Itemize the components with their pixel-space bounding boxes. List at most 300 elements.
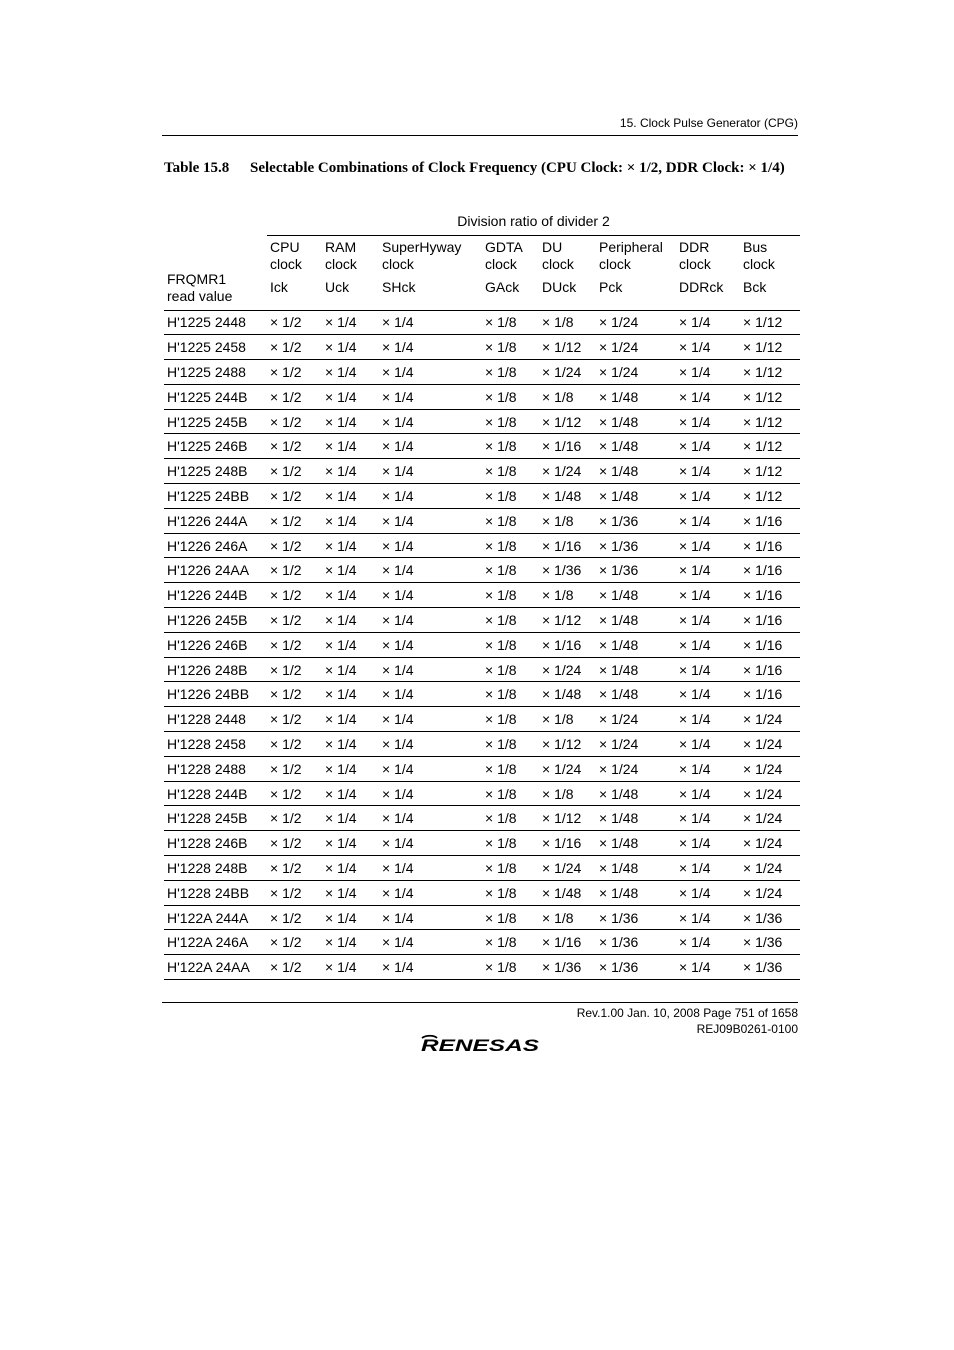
table-row <box>164 384 800 409</box>
ratio-cell: × 1/24 <box>539 459 596 484</box>
column-symbol: Bck <box>743 279 767 295</box>
frqmr1-value-cell: H'1226 244A <box>164 508 267 533</box>
column-name: clock <box>743 256 775 272</box>
ratio-cell: × 1/12 <box>740 360 800 385</box>
ratio-cell: × 1/24 <box>596 732 676 757</box>
ratio-cell: × 1/4 <box>676 955 740 980</box>
ratio-cell: × 1/8 <box>539 583 596 608</box>
ratio-cell: × 1/2 <box>267 484 322 509</box>
ratio-cell: × 1/4 <box>379 459 482 484</box>
ratio-cell: × 1/16 <box>539 632 596 657</box>
column-header <box>740 236 800 311</box>
ratio-cell: × 1/16 <box>539 831 596 856</box>
ratio-cell: × 1/4 <box>322 831 379 856</box>
column-name: clock <box>599 256 631 272</box>
table-row <box>164 682 800 707</box>
ratio-cell: × 1/8 <box>539 384 596 409</box>
ratio-cell: × 1/4 <box>322 484 379 509</box>
ratio-cell: × 1/24 <box>596 310 676 335</box>
table-row <box>164 955 800 980</box>
ratio-cell: × 1/8 <box>482 434 539 459</box>
ratio-cell: × 1/4 <box>676 533 740 558</box>
column-name: clock <box>485 256 517 272</box>
ratio-cell: × 1/2 <box>267 459 322 484</box>
ratio-cell: × 1/4 <box>322 806 379 831</box>
ratio-cell: × 1/4 <box>322 360 379 385</box>
ratio-cell: × 1/24 <box>740 856 800 881</box>
ratio-cell: × 1/4 <box>379 930 482 955</box>
ratio-cell: × 1/48 <box>596 781 676 806</box>
table-row <box>164 310 800 335</box>
ratio-cell: × 1/2 <box>267 608 322 633</box>
ratio-cell: × 1/2 <box>267 856 322 881</box>
table-row <box>164 707 800 732</box>
table-row <box>164 583 800 608</box>
ratio-cell: × 1/16 <box>539 533 596 558</box>
ratio-cell: × 1/4 <box>379 781 482 806</box>
ratio-cell: × 1/12 <box>539 806 596 831</box>
ratio-cell: × 1/8 <box>482 384 539 409</box>
row-header-line-1: FRQMR1 <box>167 270 227 287</box>
ratio-cell: × 1/4 <box>322 682 379 707</box>
ratio-cell: × 1/24 <box>740 831 800 856</box>
ratio-cell: × 1/8 <box>482 707 539 732</box>
ratio-cell: × 1/36 <box>596 533 676 558</box>
table-row <box>164 459 800 484</box>
column-name: Peripheral <box>599 239 663 255</box>
ratio-cell: × 1/4 <box>322 459 379 484</box>
ratio-cell: × 1/4 <box>322 756 379 781</box>
ratio-cell: × 1/8 <box>482 409 539 434</box>
ratio-cell: × 1/48 <box>596 434 676 459</box>
ratio-cell: × 1/4 <box>379 384 482 409</box>
ratio-cell: × 1/4 <box>379 360 482 385</box>
ratio-cell: × 1/8 <box>482 459 539 484</box>
row-header <box>164 236 267 311</box>
ratio-cell: × 1/8 <box>482 632 539 657</box>
frqmr1-value-cell: H'1226 244B <box>164 583 267 608</box>
ratio-cell: × 1/8 <box>482 682 539 707</box>
ratio-cell: × 1/4 <box>676 360 740 385</box>
ratio-cell: × 1/2 <box>267 707 322 732</box>
ratio-cell: × 1/8 <box>482 781 539 806</box>
ratio-cell: × 1/4 <box>379 508 482 533</box>
ratio-cell: × 1/4 <box>676 632 740 657</box>
column-header <box>482 236 539 311</box>
ratio-cell: × 1/4 <box>322 955 379 980</box>
ratio-cell: × 1/4 <box>379 583 482 608</box>
ratio-cell: × 1/8 <box>482 508 539 533</box>
ratio-cell: × 1/24 <box>539 756 596 781</box>
ratio-cell: × 1/2 <box>267 409 322 434</box>
group-header: Division ratio of divider 2 <box>267 207 800 236</box>
ratio-cell: × 1/16 <box>740 558 800 583</box>
ratio-cell: × 1/2 <box>267 632 322 657</box>
ratio-cell: × 1/8 <box>539 508 596 533</box>
frqmr1-value-cell: H'1225 248B <box>164 459 267 484</box>
ratio-cell: × 1/2 <box>267 955 322 980</box>
table-number: Table 15.8 <box>164 160 230 176</box>
column-name: Bus <box>743 239 768 255</box>
ratio-cell: × 1/48 <box>596 806 676 831</box>
frqmr1-value-cell: H'1226 24BB <box>164 682 267 707</box>
ratio-cell: × 1/24 <box>539 657 596 682</box>
table-row <box>164 608 800 633</box>
ratio-cell: × 1/4 <box>676 856 740 881</box>
ratio-cell: × 1/48 <box>596 608 676 633</box>
ratio-cell: × 1/4 <box>322 583 379 608</box>
table-row <box>164 856 800 881</box>
ratio-cell: × 1/8 <box>482 880 539 905</box>
ratio-cell: × 1/36 <box>740 930 800 955</box>
ratio-cell: × 1/4 <box>379 732 482 757</box>
ratio-cell: × 1/16 <box>740 533 800 558</box>
table-row <box>164 781 800 806</box>
ratio-cell: × 1/4 <box>676 756 740 781</box>
ratio-cell: × 1/4 <box>676 930 740 955</box>
ratio-cell: × 1/36 <box>596 558 676 583</box>
ratio-cell: × 1/48 <box>596 459 676 484</box>
frqmr1-value-cell: H'1225 24BB <box>164 484 267 509</box>
ratio-cell: × 1/8 <box>482 583 539 608</box>
ratio-cell: × 1/2 <box>267 732 322 757</box>
column-header <box>322 236 379 311</box>
ratio-cell: × 1/2 <box>267 905 322 930</box>
ratio-cell: × 1/48 <box>596 880 676 905</box>
ratio-cell: × 1/8 <box>482 360 539 385</box>
ratio-cell: × 1/24 <box>740 707 800 732</box>
ratio-cell: × 1/4 <box>379 409 482 434</box>
table-row <box>164 632 800 657</box>
column-symbol: Ick <box>270 279 288 295</box>
column-name: SuperHyway <box>382 239 462 255</box>
ratio-cell: × 1/4 <box>676 558 740 583</box>
table-row <box>164 930 800 955</box>
table-row <box>164 335 800 360</box>
ratio-cell: × 1/4 <box>322 558 379 583</box>
ratio-cell: × 1/4 <box>322 310 379 335</box>
ratio-cell: × 1/2 <box>267 533 322 558</box>
ratio-cell: × 1/8 <box>482 608 539 633</box>
ratio-cell: × 1/4 <box>379 955 482 980</box>
ratio-cell: × 1/8 <box>482 310 539 335</box>
ratio-cell: × 1/36 <box>596 930 676 955</box>
document-number: REJ09B0261-0100 <box>696 1022 798 1036</box>
ratio-cell: × 1/16 <box>740 608 800 633</box>
ratio-cell: × 1/48 <box>539 880 596 905</box>
ratio-cell: × 1/4 <box>379 856 482 881</box>
ratio-cell: × 1/4 <box>322 856 379 881</box>
ratio-cell: × 1/8 <box>482 732 539 757</box>
ratio-cell: × 1/4 <box>676 508 740 533</box>
frqmr1-value-cell: H'1228 248B <box>164 856 267 881</box>
table-row <box>164 880 800 905</box>
column-name: RAM <box>325 239 357 255</box>
ratio-cell: × 1/4 <box>379 608 482 633</box>
ratio-cell: × 1/12 <box>740 484 800 509</box>
frqmr1-value-cell: H'1226 246A <box>164 533 267 558</box>
column-name: CPU <box>270 239 300 255</box>
ratio-cell: × 1/16 <box>539 434 596 459</box>
ratio-cell: × 1/48 <box>596 384 676 409</box>
table-row <box>164 533 800 558</box>
ratio-cell: × 1/4 <box>379 335 482 360</box>
frqmr1-value-cell: H'1225 246B <box>164 434 267 459</box>
table-body <box>164 310 800 980</box>
ratio-cell: × 1/48 <box>539 484 596 509</box>
ratio-cell: × 1/4 <box>676 484 740 509</box>
frqmr1-value-cell: H'1225 2458 <box>164 335 267 360</box>
ratio-cell: × 1/2 <box>267 806 322 831</box>
frqmr1-value-cell: H'1228 24BB <box>164 880 267 905</box>
ratio-cell: × 1/4 <box>676 434 740 459</box>
ratio-cell: × 1/36 <box>740 955 800 980</box>
frqmr1-value-cell: H'1225 245B <box>164 409 267 434</box>
ratio-cell: × 1/16 <box>740 508 800 533</box>
ratio-cell: × 1/24 <box>740 806 800 831</box>
column-symbol: Uck <box>325 279 350 295</box>
ratio-cell: × 1/16 <box>740 583 800 608</box>
ratio-cell: × 1/16 <box>539 930 596 955</box>
ratio-cell: × 1/12 <box>740 434 800 459</box>
revision-info: Rev.1.00 Jan. 10, 2008 Page 751 of 1658 <box>576 1006 798 1020</box>
ratio-cell: × 1/8 <box>482 905 539 930</box>
ratio-cell: × 1/36 <box>539 955 596 980</box>
ratio-cell: × 1/48 <box>596 583 676 608</box>
ratio-cell: × 1/36 <box>539 558 596 583</box>
ratio-cell: × 1/12 <box>539 409 596 434</box>
ratio-cell: × 1/4 <box>322 732 379 757</box>
ratio-cell: × 1/48 <box>596 657 676 682</box>
clock-combination-table <box>164 207 800 980</box>
ratio-cell: × 1/48 <box>539 682 596 707</box>
ratio-cell: × 1/4 <box>676 310 740 335</box>
ratio-cell: × 1/8 <box>482 484 539 509</box>
ratio-cell: × 1/4 <box>676 806 740 831</box>
column-symbol: GAck <box>485 279 520 295</box>
table-row <box>164 434 800 459</box>
frqmr1-value-cell: H'122A 24AA <box>164 955 267 980</box>
ratio-cell: × 1/8 <box>482 657 539 682</box>
ratio-cell: × 1/2 <box>267 583 322 608</box>
ratio-cell: × 1/4 <box>379 533 482 558</box>
ratio-cell: × 1/16 <box>740 682 800 707</box>
ratio-cell: × 1/36 <box>596 508 676 533</box>
ratio-cell: × 1/4 <box>676 707 740 732</box>
corner-cell <box>164 207 267 236</box>
ratio-cell: × 1/48 <box>596 632 676 657</box>
ratio-cell: × 1/24 <box>740 880 800 905</box>
ratio-cell: × 1/8 <box>482 756 539 781</box>
chapter-title: 15. Clock Pulse Generator (CPG) <box>619 116 798 130</box>
ratio-cell: × 1/48 <box>596 856 676 881</box>
ratio-cell: × 1/4 <box>676 682 740 707</box>
ratio-cell: × 1/4 <box>676 459 740 484</box>
ratio-cell: × 1/4 <box>322 508 379 533</box>
ratio-cell: × 1/24 <box>539 360 596 385</box>
table-row <box>164 360 800 385</box>
ratio-cell: × 1/4 <box>379 484 482 509</box>
column-name: clock <box>679 256 711 272</box>
ratio-cell: × 1/2 <box>267 682 322 707</box>
ratio-cell: × 1/4 <box>379 682 482 707</box>
ratio-cell: × 1/4 <box>379 880 482 905</box>
ratio-cell: × 1/4 <box>322 335 379 360</box>
ratio-cell: × 1/12 <box>740 384 800 409</box>
ratio-cell: × 1/2 <box>267 880 322 905</box>
ratio-cell: × 1/8 <box>482 831 539 856</box>
column-name: clock <box>542 256 574 272</box>
ratio-cell: × 1/12 <box>539 732 596 757</box>
ratio-cell: × 1/4 <box>322 632 379 657</box>
ratio-cell: × 1/4 <box>379 310 482 335</box>
ratio-cell: × 1/12 <box>539 608 596 633</box>
frqmr1-value-cell: H'1225 2488 <box>164 360 267 385</box>
ratio-cell: × 1/4 <box>676 831 740 856</box>
ratio-cell: × 1/12 <box>740 310 800 335</box>
ratio-cell: × 1/2 <box>267 756 322 781</box>
ratio-cell: × 1/16 <box>740 632 800 657</box>
ratio-cell: × 1/36 <box>596 955 676 980</box>
ratio-cell: × 1/8 <box>539 781 596 806</box>
ratio-cell: × 1/2 <box>267 384 322 409</box>
ratio-cell: × 1/4 <box>676 905 740 930</box>
ratio-cell: × 1/4 <box>379 558 482 583</box>
frqmr1-value-cell: H'1225 2448 <box>164 310 267 335</box>
ratio-cell: × 1/4 <box>322 905 379 930</box>
column-name: DDR <box>679 239 710 255</box>
table-row <box>164 905 800 930</box>
ratio-cell: × 1/4 <box>322 409 379 434</box>
ratio-cell: × 1/4 <box>676 384 740 409</box>
ratio-cell: × 1/4 <box>379 657 482 682</box>
frqmr1-value-cell: H'1228 2448 <box>164 707 267 732</box>
ratio-cell: × 1/2 <box>267 657 322 682</box>
ratio-cell: × 1/24 <box>596 335 676 360</box>
table-row <box>164 409 800 434</box>
frqmr1-value-cell: H'1226 246B <box>164 632 267 657</box>
table-row <box>164 657 800 682</box>
row-header-line-2: read value <box>167 287 233 304</box>
table-title: Selectable Combinations of Clock Frequency (CPU Clock: × 1/2, DDR Clock: × 1/4) <box>250 160 785 176</box>
ratio-cell: × 1/4 <box>322 384 379 409</box>
ratio-cell: × 1/4 <box>379 632 482 657</box>
ratio-cell: × 1/8 <box>482 930 539 955</box>
ratio-cell: × 1/2 <box>267 335 322 360</box>
page-header <box>162 115 798 136</box>
column-header <box>596 236 676 311</box>
ratio-cell: × 1/4 <box>676 880 740 905</box>
column-name: clock <box>270 256 302 272</box>
ratio-cell: × 1/4 <box>676 781 740 806</box>
ratio-cell: × 1/4 <box>322 707 379 732</box>
frqmr1-value-cell: H'1226 245B <box>164 608 267 633</box>
column-header <box>676 236 740 311</box>
column-name: clock <box>382 256 414 272</box>
ratio-cell: × 1/4 <box>676 732 740 757</box>
column-header <box>379 236 482 311</box>
table-row <box>164 732 800 757</box>
frqmr1-value-cell: H'1228 245B <box>164 806 267 831</box>
ratio-cell: × 1/4 <box>379 806 482 831</box>
ratio-cell: × 1/2 <box>267 434 322 459</box>
ratio-cell: × 1/2 <box>267 310 322 335</box>
ratio-cell: × 1/4 <box>322 434 379 459</box>
ratio-cell: × 1/4 <box>322 930 379 955</box>
ratio-cell: × 1/8 <box>539 707 596 732</box>
column-symbol: Pck <box>599 279 623 295</box>
ratio-cell: × 1/4 <box>379 707 482 732</box>
ratio-cell: × 1/48 <box>596 831 676 856</box>
renesas-logo <box>420 1034 542 1054</box>
column-name: DU <box>542 239 563 255</box>
ratio-cell: × 1/8 <box>482 335 539 360</box>
ratio-cell: × 1/4 <box>676 583 740 608</box>
ratio-cell: × 1/16 <box>740 657 800 682</box>
column-header <box>267 236 322 311</box>
ratio-cell: × 1/24 <box>596 707 676 732</box>
ratio-cell: × 1/4 <box>379 434 482 459</box>
ratio-cell: × 1/48 <box>596 484 676 509</box>
ratio-cell: × 1/12 <box>539 335 596 360</box>
table-row <box>164 806 800 831</box>
ratio-cell: × 1/2 <box>267 508 322 533</box>
frqmr1-value-cell: H'122A 244A <box>164 905 267 930</box>
ratio-cell: × 1/8 <box>482 533 539 558</box>
table-row <box>164 508 800 533</box>
ratio-cell: × 1/4 <box>322 657 379 682</box>
table-row <box>164 558 800 583</box>
ratio-cell: × 1/24 <box>596 756 676 781</box>
ratio-cell: × 1/4 <box>676 409 740 434</box>
ratio-cell: × 1/24 <box>539 856 596 881</box>
column-name: clock <box>325 256 357 272</box>
ratio-cell: × 1/4 <box>379 756 482 781</box>
ratio-cell: × 1/4 <box>322 608 379 633</box>
ratio-cell: × 1/8 <box>482 806 539 831</box>
ratio-cell: × 1/8 <box>482 955 539 980</box>
ratio-cell: × 1/12 <box>740 335 800 360</box>
ratio-cell: × 1/8 <box>539 310 596 335</box>
column-name: GDTA <box>485 239 523 255</box>
ratio-cell: × 1/2 <box>267 930 322 955</box>
ratio-cell: × 1/4 <box>676 657 740 682</box>
ratio-cell: × 1/48 <box>596 682 676 707</box>
ratio-cell: × 1/4 <box>322 533 379 558</box>
column-header <box>539 236 596 311</box>
ratio-cell: × 1/4 <box>379 905 482 930</box>
frqmr1-value-cell: H'1228 2488 <box>164 756 267 781</box>
frqmr1-value-cell: H'1228 246B <box>164 831 267 856</box>
ratio-cell: × 1/36 <box>740 905 800 930</box>
ratio-cell: × 1/4 <box>322 880 379 905</box>
table-row <box>164 831 800 856</box>
ratio-cell: × 1/48 <box>596 409 676 434</box>
ratio-cell: × 1/24 <box>596 360 676 385</box>
column-symbol: SHck <box>382 279 416 295</box>
ratio-cell: × 1/8 <box>482 558 539 583</box>
column-symbol: DDRck <box>679 279 724 295</box>
ratio-cell: × 1/36 <box>596 905 676 930</box>
ratio-cell: × 1/2 <box>267 781 322 806</box>
frqmr1-value-cell: H'122A 246A <box>164 930 267 955</box>
ratio-cell: × 1/24 <box>740 732 800 757</box>
frqmr1-value-cell: H'1228 2458 <box>164 732 267 757</box>
logo-wordmark: RENESAS <box>421 1036 540 1054</box>
ratio-cell: × 1/4 <box>379 831 482 856</box>
ratio-cell: × 1/4 <box>676 608 740 633</box>
page-footer <box>162 1002 798 1036</box>
